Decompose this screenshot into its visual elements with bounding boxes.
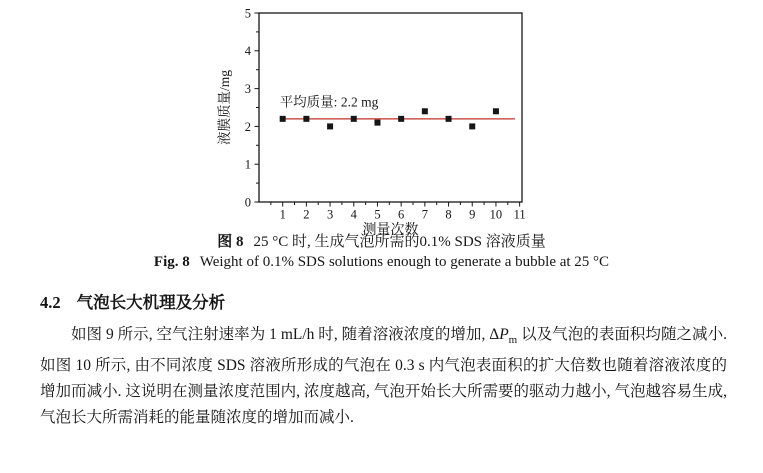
data-point	[280, 116, 286, 122]
figure-caption-en	[0, 252, 763, 272]
x-tick-label: 2	[303, 207, 310, 222]
delta-symbol: Δ	[489, 326, 500, 343]
figure-caption-zh-text: 25 °C 时, 生成气泡所需的0.1% SDS 溶液质量	[253, 234, 546, 250]
x-tick-label: 4	[350, 207, 357, 222]
section-title: 气泡长大机理及分析	[76, 293, 226, 312]
figure-caption-en-text: Weight of 0.1% SDS solutions enough to generate a bubble at 25 °C	[199, 254, 610, 270]
x-tick-label: 1	[279, 207, 286, 222]
x-tick-label: 10	[489, 207, 503, 222]
x-tick-label: 9	[469, 207, 476, 222]
y-tick-label: 5	[244, 6, 251, 21]
data-point	[327, 123, 333, 129]
data-point	[303, 116, 309, 122]
y-tick-label: 4	[244, 44, 251, 59]
y-tick-label: 1	[244, 157, 251, 172]
x-tick-label: 6	[398, 207, 405, 222]
figure-8-plot	[192, 0, 552, 238]
data-point	[446, 116, 452, 122]
data-point	[398, 116, 404, 122]
body-paragraph	[40, 322, 727, 431]
pressure-subscript: m	[508, 334, 518, 347]
x-tick-label: 11	[513, 207, 526, 222]
data-point	[422, 108, 428, 114]
data-point	[374, 120, 380, 126]
x-tick-label: 8	[445, 207, 452, 222]
paragraph-part1: 如图 9 所示, 空气注射速率为 1 mL/h 时, 随着溶液浓度的增加,	[71, 326, 490, 343]
pressure-variable: P	[499, 326, 509, 343]
paragraph-part2: 以及气泡的表面积均随之减小. 如图 10 所示, 由不同浓度 SDS 溶液所形成的气泡在 0.3 s 内气泡表面积的扩大倍数也随着溶液浓度的增加而减小. 这说明在测量浓度范围内, 浓度越高, 气泡开始长大所需要的驱动力越小, 气泡越容易生成, 气泡长大所需消耗的能量随浓度的增加而减小.	[40, 326, 727, 427]
x-tick-label: 7	[421, 207, 428, 222]
x-tick-label: 3	[326, 207, 334, 222]
data-point	[493, 108, 499, 114]
y-axis-label: 液膜质量/mg	[217, 69, 232, 146]
figure-caption-en-label: Fig. 8	[153, 254, 190, 270]
y-tick-label: 3	[244, 82, 251, 96]
figure-caption-zh-label: 图 8	[217, 234, 244, 250]
section-heading	[40, 289, 763, 313]
x-tick-label: 5	[374, 207, 381, 222]
y-tick-label: 0	[244, 195, 251, 210]
y-tick-label: 2	[244, 119, 251, 134]
mean-annotation: 平均质量: 2.2 mg	[279, 94, 379, 110]
x-axis-label: 测量次数	[362, 223, 419, 238]
data-point	[469, 123, 475, 129]
section-number: 4.2	[40, 293, 61, 312]
data-point	[351, 116, 357, 122]
